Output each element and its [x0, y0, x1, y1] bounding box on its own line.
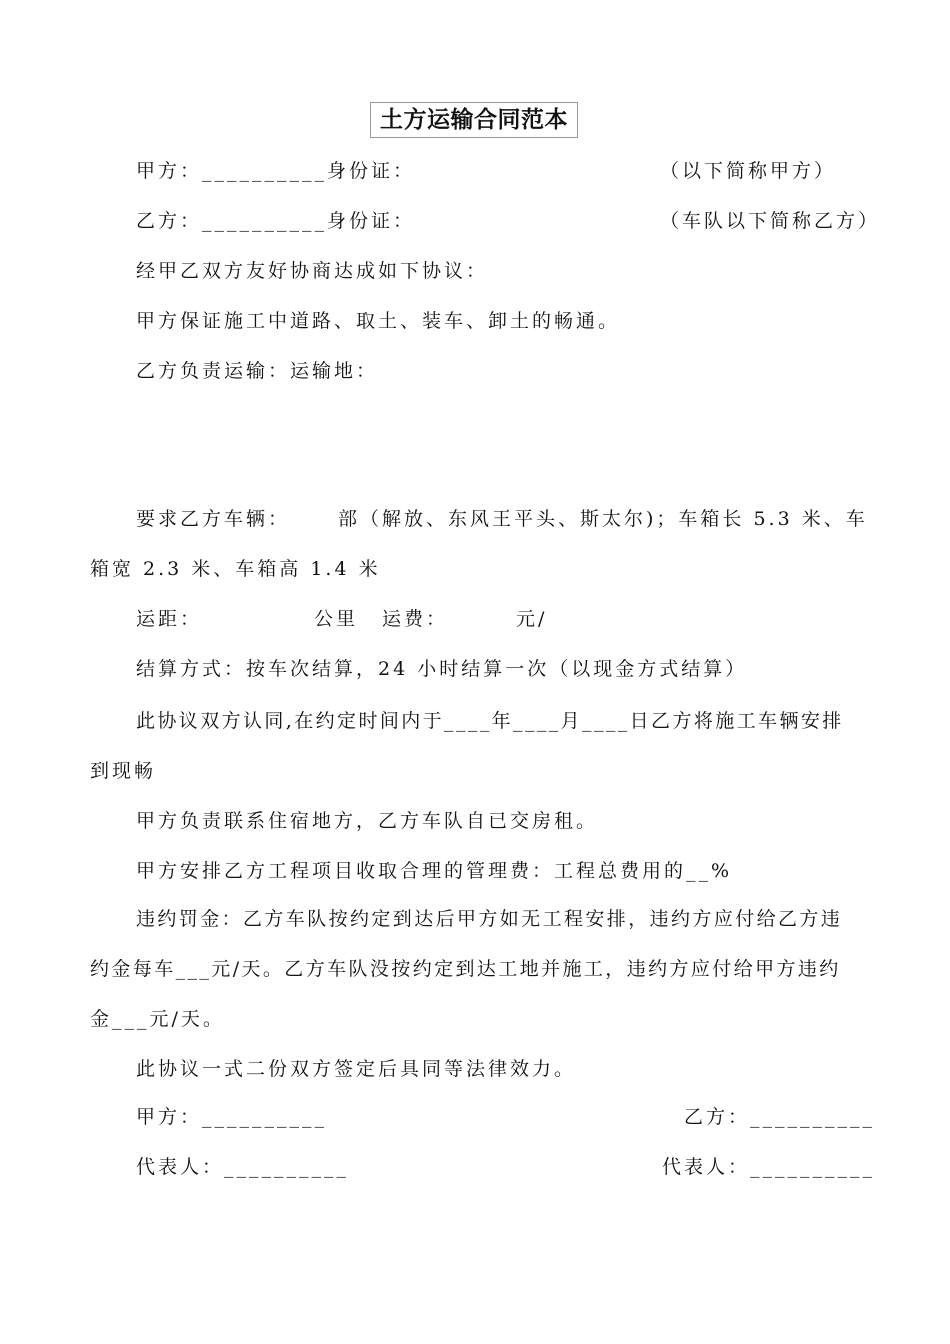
party-a-line — [90, 155, 870, 187]
party-b-note: （车队以下简称乙方） — [660, 210, 881, 232]
party-a-note: （以下简称甲方） — [660, 160, 837, 182]
intro-line: 经甲乙双方友好协商达成如下协议： — [136, 260, 489, 282]
signature-line-reps — [90, 1151, 876, 1183]
party-a-id-label: 身份证： — [327, 160, 416, 182]
signature-line-parties — [90, 1101, 876, 1133]
party-b-label: 乙方： — [136, 210, 203, 232]
penalty-line-3: 金___元/天。 — [90, 1008, 225, 1030]
vehicles-label: 要求乙方车辆： — [136, 508, 291, 530]
vehicles-line-2: 箱宽 2.3 米、车箱高 1.4 米 — [90, 558, 381, 580]
penalty-line-1: 违约罚金：乙方车队按约定到达后甲方如无工程安排，违约方应付给乙方违 — [136, 908, 843, 930]
signature-party-a: 甲方：__________ — [136, 1106, 328, 1128]
copies-line: 此协议一式二份双方签定后具同等法律效力。 — [136, 1058, 577, 1080]
fee-label: 运费： — [382, 608, 449, 630]
lodging-line: 甲方负责联系住宿地方，乙方车队自已交房租。 — [136, 810, 599, 832]
management-fee-line: 甲方安排乙方工程项目收取合理的管理费：工程总费用的__% — [136, 860, 733, 882]
clause-transport: 乙方负责运输：运输地： — [136, 360, 379, 382]
party-b-line — [90, 205, 881, 237]
party-b-blank: __________ — [202, 210, 328, 232]
vehicles-spec: 部（解放、东风王平头、斯太尔)；车箱长 5.3 米、车 — [338, 508, 868, 530]
party-a-label: 甲方： — [136, 160, 203, 182]
distance-label: 运距： — [136, 608, 203, 630]
signature-rep-a: 代表人：__________ — [136, 1156, 350, 1178]
vehicles-line-1 — [90, 503, 870, 535]
fee-unit: 元/ — [516, 608, 548, 630]
signature-party-b: 乙方：__________ — [684, 1106, 876, 1128]
party-a-blank: __________ — [202, 160, 328, 182]
schedule-line-1: 此协议双方认同,在约定时间内于____年____月____日乙方将施工车辆安排 — [136, 710, 844, 732]
settlement-line: 结算方式：按车次结算，24 小时结算一次（以现金方式结算） — [136, 658, 748, 680]
clause-road: 甲方保证施工中道路、取土、装车、卸土的畅通。 — [136, 310, 621, 332]
distance-unit: 公里 — [314, 608, 359, 630]
document-title: 土方运输合同范本 — [370, 102, 578, 138]
signature-rep-b: 代表人：__________ — [662, 1156, 876, 1178]
party-b-id-label: 身份证： — [327, 210, 416, 232]
schedule-line-2: 到现畅 — [90, 760, 157, 782]
penalty-line-2: 约金每车___元/天。乙方车队没按约定到达工地并施工，违约方应付给甲方违约 — [90, 958, 841, 980]
distance-line — [90, 603, 870, 635]
